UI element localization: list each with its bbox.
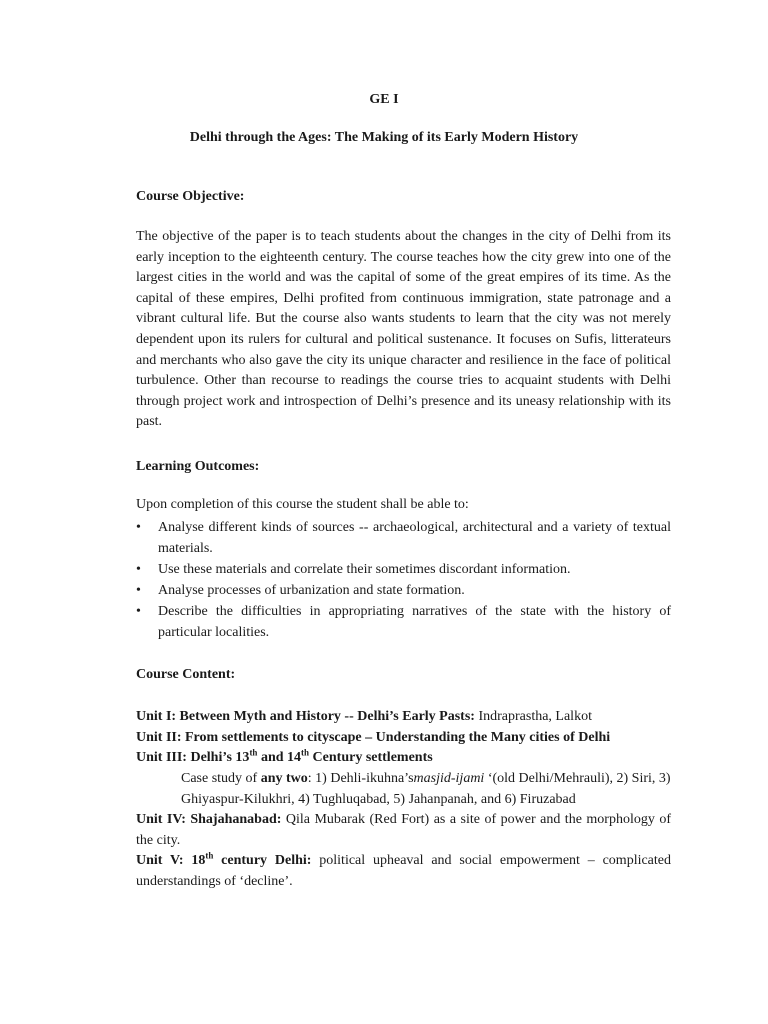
unit-3-case-study: Case study of any two: 1) Dehli-ikuhna’smasjid-ijami ‘(old Delhi/Mehrauli), 2) Siri, 3) Ghiyaspur-Kilukhri, 4) Tughluqabad, 5) Jahanpanah, and 6) Firuzabad (181, 771, 671, 807)
bullet-icon: • (136, 583, 141, 598)
list-item (136, 601, 671, 643)
list-item (136, 580, 671, 601)
unit-5-text: political upheaval and social empowerment – complicated understandings of ‘decline’. (136, 853, 672, 889)
course-content-heading: Course Content: (136, 667, 236, 682)
page-title: GE I (369, 92, 399, 107)
unit-1-label: Unit I: Between Myth and History -- Delhi’s Early Pasts: (136, 709, 475, 724)
unit-4-text: Qila Mubarak (Red Fort) as a site of power and the morphology of the city. (136, 812, 671, 848)
unit-3-label: Unit III: Delhi’s 13th and 14th Century settlements (136, 747, 433, 765)
unit-2 (136, 728, 671, 749)
learning-outcomes-intro: Upon completion of this course the student shall be able to: (136, 497, 469, 512)
unit-3 (136, 748, 671, 769)
bullet-icon: • (136, 562, 141, 577)
course-title: Delhi through the Ages: The Making of its Early Modern History (189, 130, 579, 145)
unit-1 (136, 707, 671, 728)
unit-4-label: Unit IV: Shajahanabad: (136, 812, 282, 827)
learning-outcomes-list (136, 517, 671, 643)
unit-1-text: Indraprastha, Lalkot (474, 709, 592, 724)
course-objective-paragraph: The objective of the paper is to teach students about the changes in the city of Delhi from its early inception to the eighteenth century. The course teaches how the city grew into one of the largest cities in the world and was the capital of some of the great empires of its time. As the capital of these empires, Delhi profited from continuous immigration, state patronage and a vibrant cultural life. But the course also wants students to learn that the city was not merely dependent upon its rulers for cultural and political sustenance. It focuses on Sufis, litterateurs and merchants who also gave the city its unique character and resilience in the face of political turbulence. Other than recourse to readings the course tries to acquaint students with Delhi through project work and introspection of Delhi’s presence and its uneasy relationship with its past. (136, 229, 671, 430)
list-item-text: Analyse different kinds of sources -- archaeological, architectural and a variety of textual materials. (158, 520, 671, 556)
list-item-text: Analyse processes of urbanization and state formation. (158, 583, 465, 598)
list-item (136, 559, 671, 580)
unit-2-label: Unit II: From settlements to cityscape – Understanding the Many cities of Delhi (136, 730, 611, 745)
course-objective-heading: Course Objective: (136, 189, 245, 204)
list-item-text: Describe the difficulties in appropriating narratives of the state with the history of particular localities. (158, 604, 671, 640)
bullet-icon: • (136, 520, 141, 535)
list-item-text: Use these materials and correlate their sometimes discordant information. (158, 562, 571, 577)
learning-outcomes-heading: Learning Outcomes: (136, 459, 260, 474)
list-item (136, 517, 671, 559)
unit-4 (136, 810, 671, 851)
unit-5 (136, 851, 671, 892)
bullet-icon: • (136, 604, 141, 619)
unit-5-label: Unit V: 18th century Delhi: (136, 850, 312, 868)
